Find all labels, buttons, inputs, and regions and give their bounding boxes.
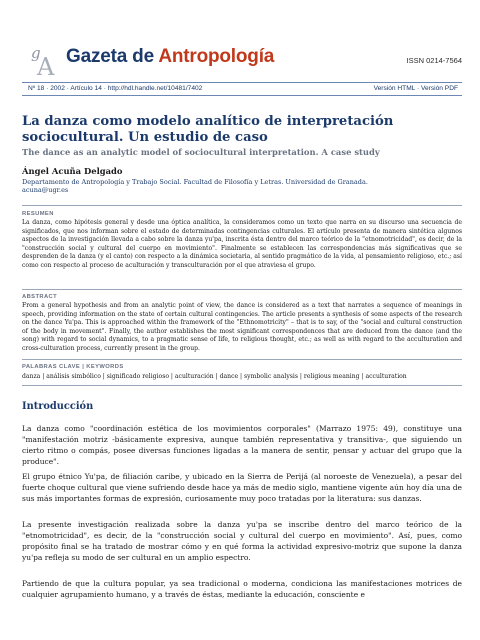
author-affiliation: Departamento de Antropología y Trabajo Social. Facultad de Filosofía y Letras. Universidad de Granada. <box>22 178 368 186</box>
issue-info: Nº 18 · 2002 · Artículo 14 · http://hdl.handle.net/10481/7402 <box>28 85 203 92</box>
html-version-link[interactable]: Versión HTML <box>373 85 416 92</box>
masthead <box>22 40 462 78</box>
resumen-text: La danza, como hipótesis general y desde una óptica analítica, la consideramos como un texto que narra en su discurso una secuencia de significados, que nos informan sobre el estado de determinadas contingencias culturales. El artículo presenta de manera sintética algunos aspectos de la investigación llevada a cabo sobre la danza yu'pa, inscrita ésta dentro del marco teórico de la "etnomotricidad", es decir, de la "construcción social y cultural del cuerpo en movimiento". Finalmente se establecen las correspondencias más significativas que se desprenden de la danza (y el canto) con respecto a la dinámica societaria, al sentido pragmático de la vida, al pensamiento religioso, etc.; así como con respecto al proceso de aculturación y transculturación por el que atraviesa el grupo. <box>22 219 462 269</box>
article-title: La danza como modelo analítico de interpretación sociocultural. Un estudio de caso <box>22 114 394 145</box>
body-paragraph: La danza como "coordinación estética de los movimientos corporales" (Marrazo 1975: 49), constituye una "manifestación motriz -básicamente expresiva, aunque también representativa y transitiva-, que siguiendo un cierto ritmo o compás, posee diversas funciones ligadas a la manera de sentir, pensar y actuar del grupo que la produce". <box>22 424 462 466</box>
divider <box>22 205 462 206</box>
body-paragraph: El grupo étnico Yu'pa, de filiación caribe, y ubicado en la Sierra de Perijá (al noroeste de Venezuela), a pesar del fuerte choque cultural que viene sufriendo desde hace ya más de medio siglo, mantiene vigente aún hoy día una de sus más importantes formas de expresión, curiosamente muy poco tratadas por la literatura: sus danzas. <box>22 472 462 503</box>
divider <box>22 289 462 290</box>
author-name: Ángel Acuña Delgado <box>22 166 123 176</box>
issn: ISSN 0214-7564 <box>406 56 462 65</box>
body-paragraph: Partiendo de que la cultura popular, ya sea tradicional o moderna, condiciona las manifestaciones motrices de cualquier agrupamiento humano, y a través de éstas, mediante la educación, consciente e <box>22 579 462 599</box>
version-links <box>374 85 458 92</box>
issue-meta-bar <box>22 82 462 96</box>
keywords-label: PALABRAS CLAVE | KEYWORDS <box>22 364 124 370</box>
body-paragraph: La presente investigación realizada sobre la danza yu'pa se inscribe dentro del marco teórico de la "etnomotricidad", es decir, de la "construcción social y cultural del cuerpo en movimiento". Así, pues, como propósito final se ha tratado de mostrar cómo y en qué forma la actividad expresivo-motriz que supone la danza yu'pa refleja su modo de ser cultural en un amplio espectro. <box>22 520 462 562</box>
pdf-version-link[interactable]: Versión PDF <box>420 85 458 92</box>
divider <box>22 385 462 386</box>
link-separator: · <box>415 85 421 92</box>
keywords-list: danza | análisis simbólico | significado religioso | aculturación | dance | symbolic analysis | religious meaning | acculturation <box>22 373 407 380</box>
journal-title: Gazeta de Antropología <box>66 46 275 67</box>
svg-text:A: A <box>37 53 55 76</box>
resumen-label: RESUMEN <box>22 211 54 217</box>
section-heading: Introducción <box>22 401 94 412</box>
article-subtitle: The dance as an analytic model of sociocultural interpretation. A case study <box>22 147 380 157</box>
abstract-text: From a general hypothesis and from an analytic point of view, the dance is considered as a text that narrates a sequence of meanings in speech, providing information on the state of certain cultural contingencies. The article presents a synthesis of some aspects of the research on the dance Yu'pa. This is approached within the framework of the "Ethnomotricity" – that is to say, of the "social and cultural construction of the body in movement". Finally, the author establishes the most significant correspondences that are deduced from the dance (and the song) with regard to social dynamics, to a pragmatic sense of life, to religious thought, etc.; as well as with regard to the acculturation and cross-culturation process, currently present in the group. <box>22 302 462 352</box>
author-email[interactable]: acuna@ugr.es <box>22 186 69 194</box>
divider <box>22 359 462 360</box>
abstract-label: ABSTRACT <box>22 294 58 300</box>
svg-text:g: g <box>31 44 41 62</box>
journal-logo-icon <box>30 42 60 76</box>
